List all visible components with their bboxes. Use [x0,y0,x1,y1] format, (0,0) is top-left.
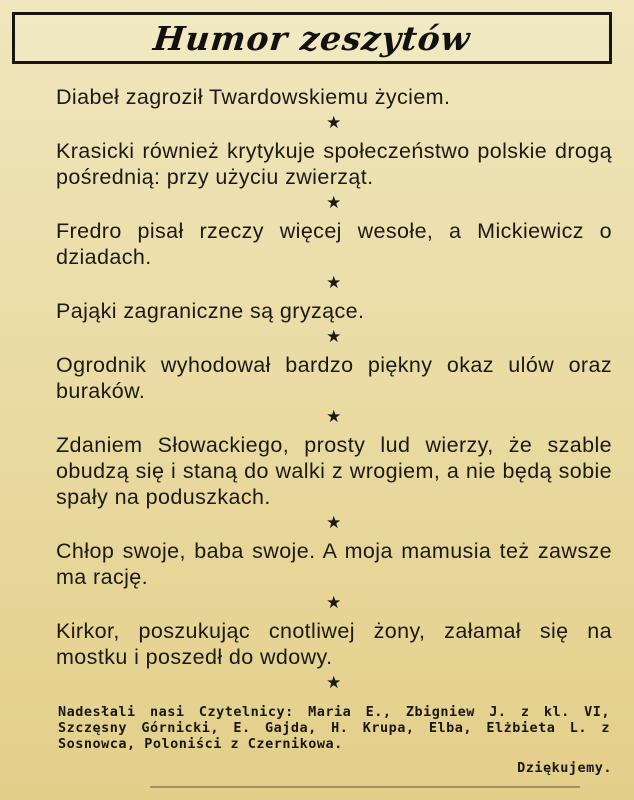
column-title: Humor zeszytów [151,19,473,58]
joke-item: Diabeł zagroził Twardowskiemu życiem. [56,85,451,109]
bottom-divider [150,786,580,788]
joke-item: Kirkor, poszukując cnotliwej żony, załamał się na mostku i poszedł do wdowy. [56,619,612,669]
star-separator: ★ [326,673,342,692]
star-separator: ★ [326,513,342,532]
credits-names: Maria E., Zbigniew J. z kl. VI, Szczęsny Górnicki, E. Gajda, H. Krupa, Elba, Elżbieta L. z Sosnowca, Poloniści z Czernikowa. [58,704,610,752]
credits-intro: Nadesłali nasi Czytelnicy: [58,704,294,720]
joke-item: Zdaniem Słowackiego, prosty lud wierzy, że szable obudzą się i staną do walki z wrogiem, a nie będą sobie spały na poduszkach. [56,433,612,509]
star-separator: ★ [326,273,342,292]
credits-block [58,704,610,752]
joke-item: Fredro pisał rzeczy więcej wesołe, a Mickiewicz o dziadach. [56,219,612,269]
joke-item: Ogrodnik wyhodował bardzo piękny okaz ulów oraz buraków. [56,353,612,403]
star-separator: ★ [326,593,342,612]
header-box [12,12,612,64]
star-separator: ★ [326,327,342,346]
star-separator: ★ [326,113,342,132]
credits-thanks: Dziękujemy. [517,760,612,776]
joke-item: Krasicki również krytykuje społeczeństwo polskie drogą pośrednią: przy użyciu zwierząt. [56,139,612,189]
star-separator: ★ [326,193,342,212]
joke-item: Chłop swoje, baba swoje. A moja mamusia też zawsze ma rację. [56,539,612,589]
jokes-list [56,84,612,698]
joke-item: Pająki zagraniczne są gryzące. [56,299,365,323]
star-separator: ★ [326,407,342,426]
